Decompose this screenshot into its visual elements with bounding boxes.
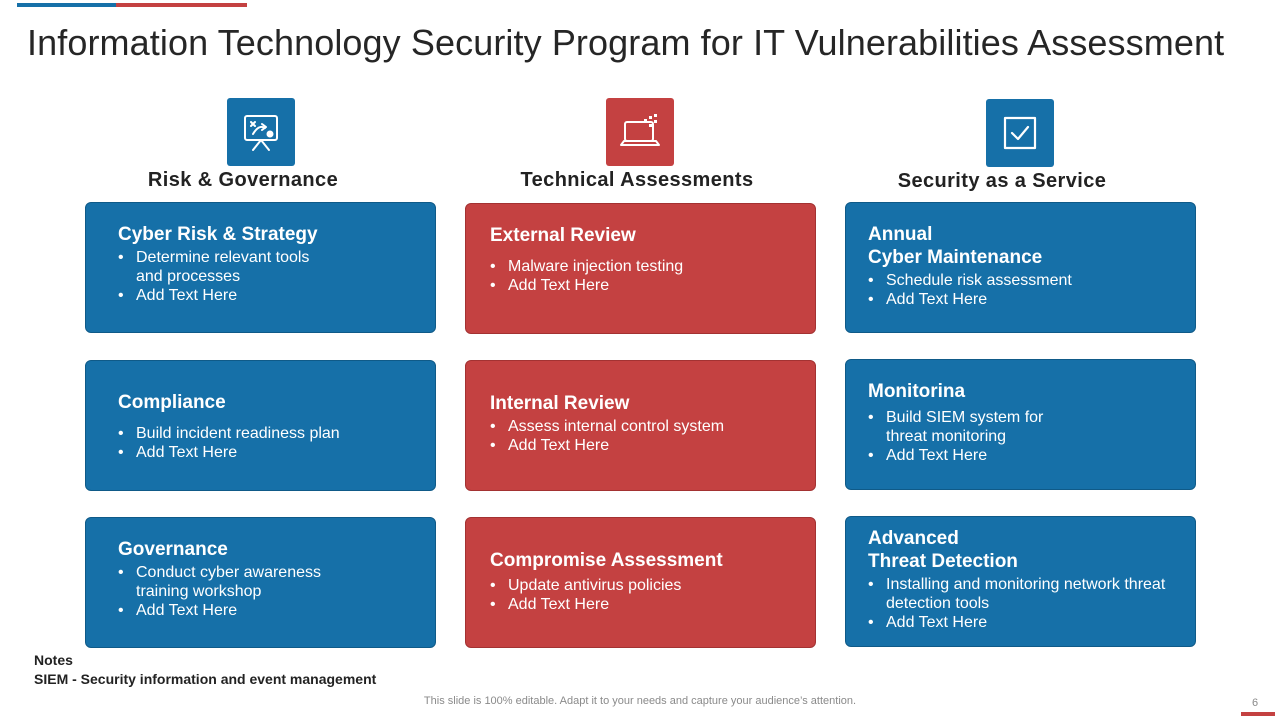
card-bullet: • Add Text Here: [490, 436, 793, 455]
card-title: Annual Cyber Maintenance: [868, 224, 1043, 268]
laptop-icon: [606, 98, 674, 166]
card-compromise-assessment: [465, 517, 816, 648]
notes-label: Notes: [34, 652, 73, 668]
column-heading-security-service: Security as a Service: [897, 170, 1107, 192]
card-governance: [85, 517, 436, 648]
presentation-board-icon: [227, 98, 295, 166]
notes-section: [34, 651, 376, 689]
card-annual-cyber-maintenance: [845, 202, 1196, 333]
card-bullet: • Assess internal control system: [490, 417, 793, 436]
card-title: Governance: [118, 539, 228, 560]
top-accent-bar: [17, 3, 247, 7]
card-bullet: • Build incident readiness plan: [118, 424, 413, 443]
footer-text: This slide is 100% editable. Adapt it to your needs and capture your audience’s attention.: [423, 695, 857, 707]
checkbox-icon: [986, 99, 1054, 167]
column-heading-risk-governance: Risk & Governance: [147, 169, 339, 191]
card-external-review: [465, 203, 816, 334]
top-accent-red: [116, 3, 247, 7]
card-bullet: • Add Text Here: [118, 443, 413, 462]
card-cyber-risk-strategy: [85, 202, 436, 333]
card-bullet: • Add Text Here: [118, 286, 413, 305]
card-title: Compliance: [118, 392, 226, 413]
card-bullet: • Add Text Here: [868, 446, 1173, 465]
slide-title: Information Technology Security Program for IT Vulnerabilities Assessment: [27, 22, 1225, 63]
card-bullet: • Conduct cyber awareness training workshop: [118, 563, 413, 601]
column-heading-technical-assessments: Technical Assessments: [520, 169, 754, 191]
card-bullet: • Add Text Here: [490, 276, 793, 295]
card-advanced-threat-detection: [845, 516, 1196, 647]
card-title: Monitorina: [868, 381, 966, 402]
card-bullet: • Add Text Here: [868, 613, 1173, 632]
card-title: Cyber Risk & Strategy: [118, 224, 318, 245]
card-bullet: • Add Text Here: [868, 290, 1173, 309]
notes-text: SIEM - Security information and event management: [34, 671, 377, 687]
card-bullet: • Determine relevant tools and processes: [118, 248, 413, 286]
card-bullet: • Installing and monitoring network threat detection tools: [868, 575, 1173, 613]
card-monitoring: [845, 359, 1196, 490]
card-internal-review: [465, 360, 816, 491]
card-title: Advanced Threat Detection: [868, 528, 1018, 572]
card-bullet: • Update antivirus policies: [490, 576, 793, 595]
card-bullet: • Malware injection testing: [490, 257, 793, 276]
card-bullet: • Add Text Here: [118, 601, 413, 620]
card-title: External Review: [490, 225, 636, 246]
page-number: 6: [1252, 697, 1259, 709]
card-title: Compromise Assessment: [490, 550, 723, 571]
bottom-accent-bar: [1241, 712, 1275, 716]
card-bullet: • Schedule risk assessment: [868, 271, 1173, 290]
card-title: Internal Review: [490, 393, 630, 414]
card-bullet: • Build SIEM system for threat monitoring: [868, 408, 1173, 446]
card-compliance: [85, 360, 436, 491]
top-accent-blue: [17, 3, 116, 7]
card-bullet: • Add Text Here: [490, 595, 793, 614]
